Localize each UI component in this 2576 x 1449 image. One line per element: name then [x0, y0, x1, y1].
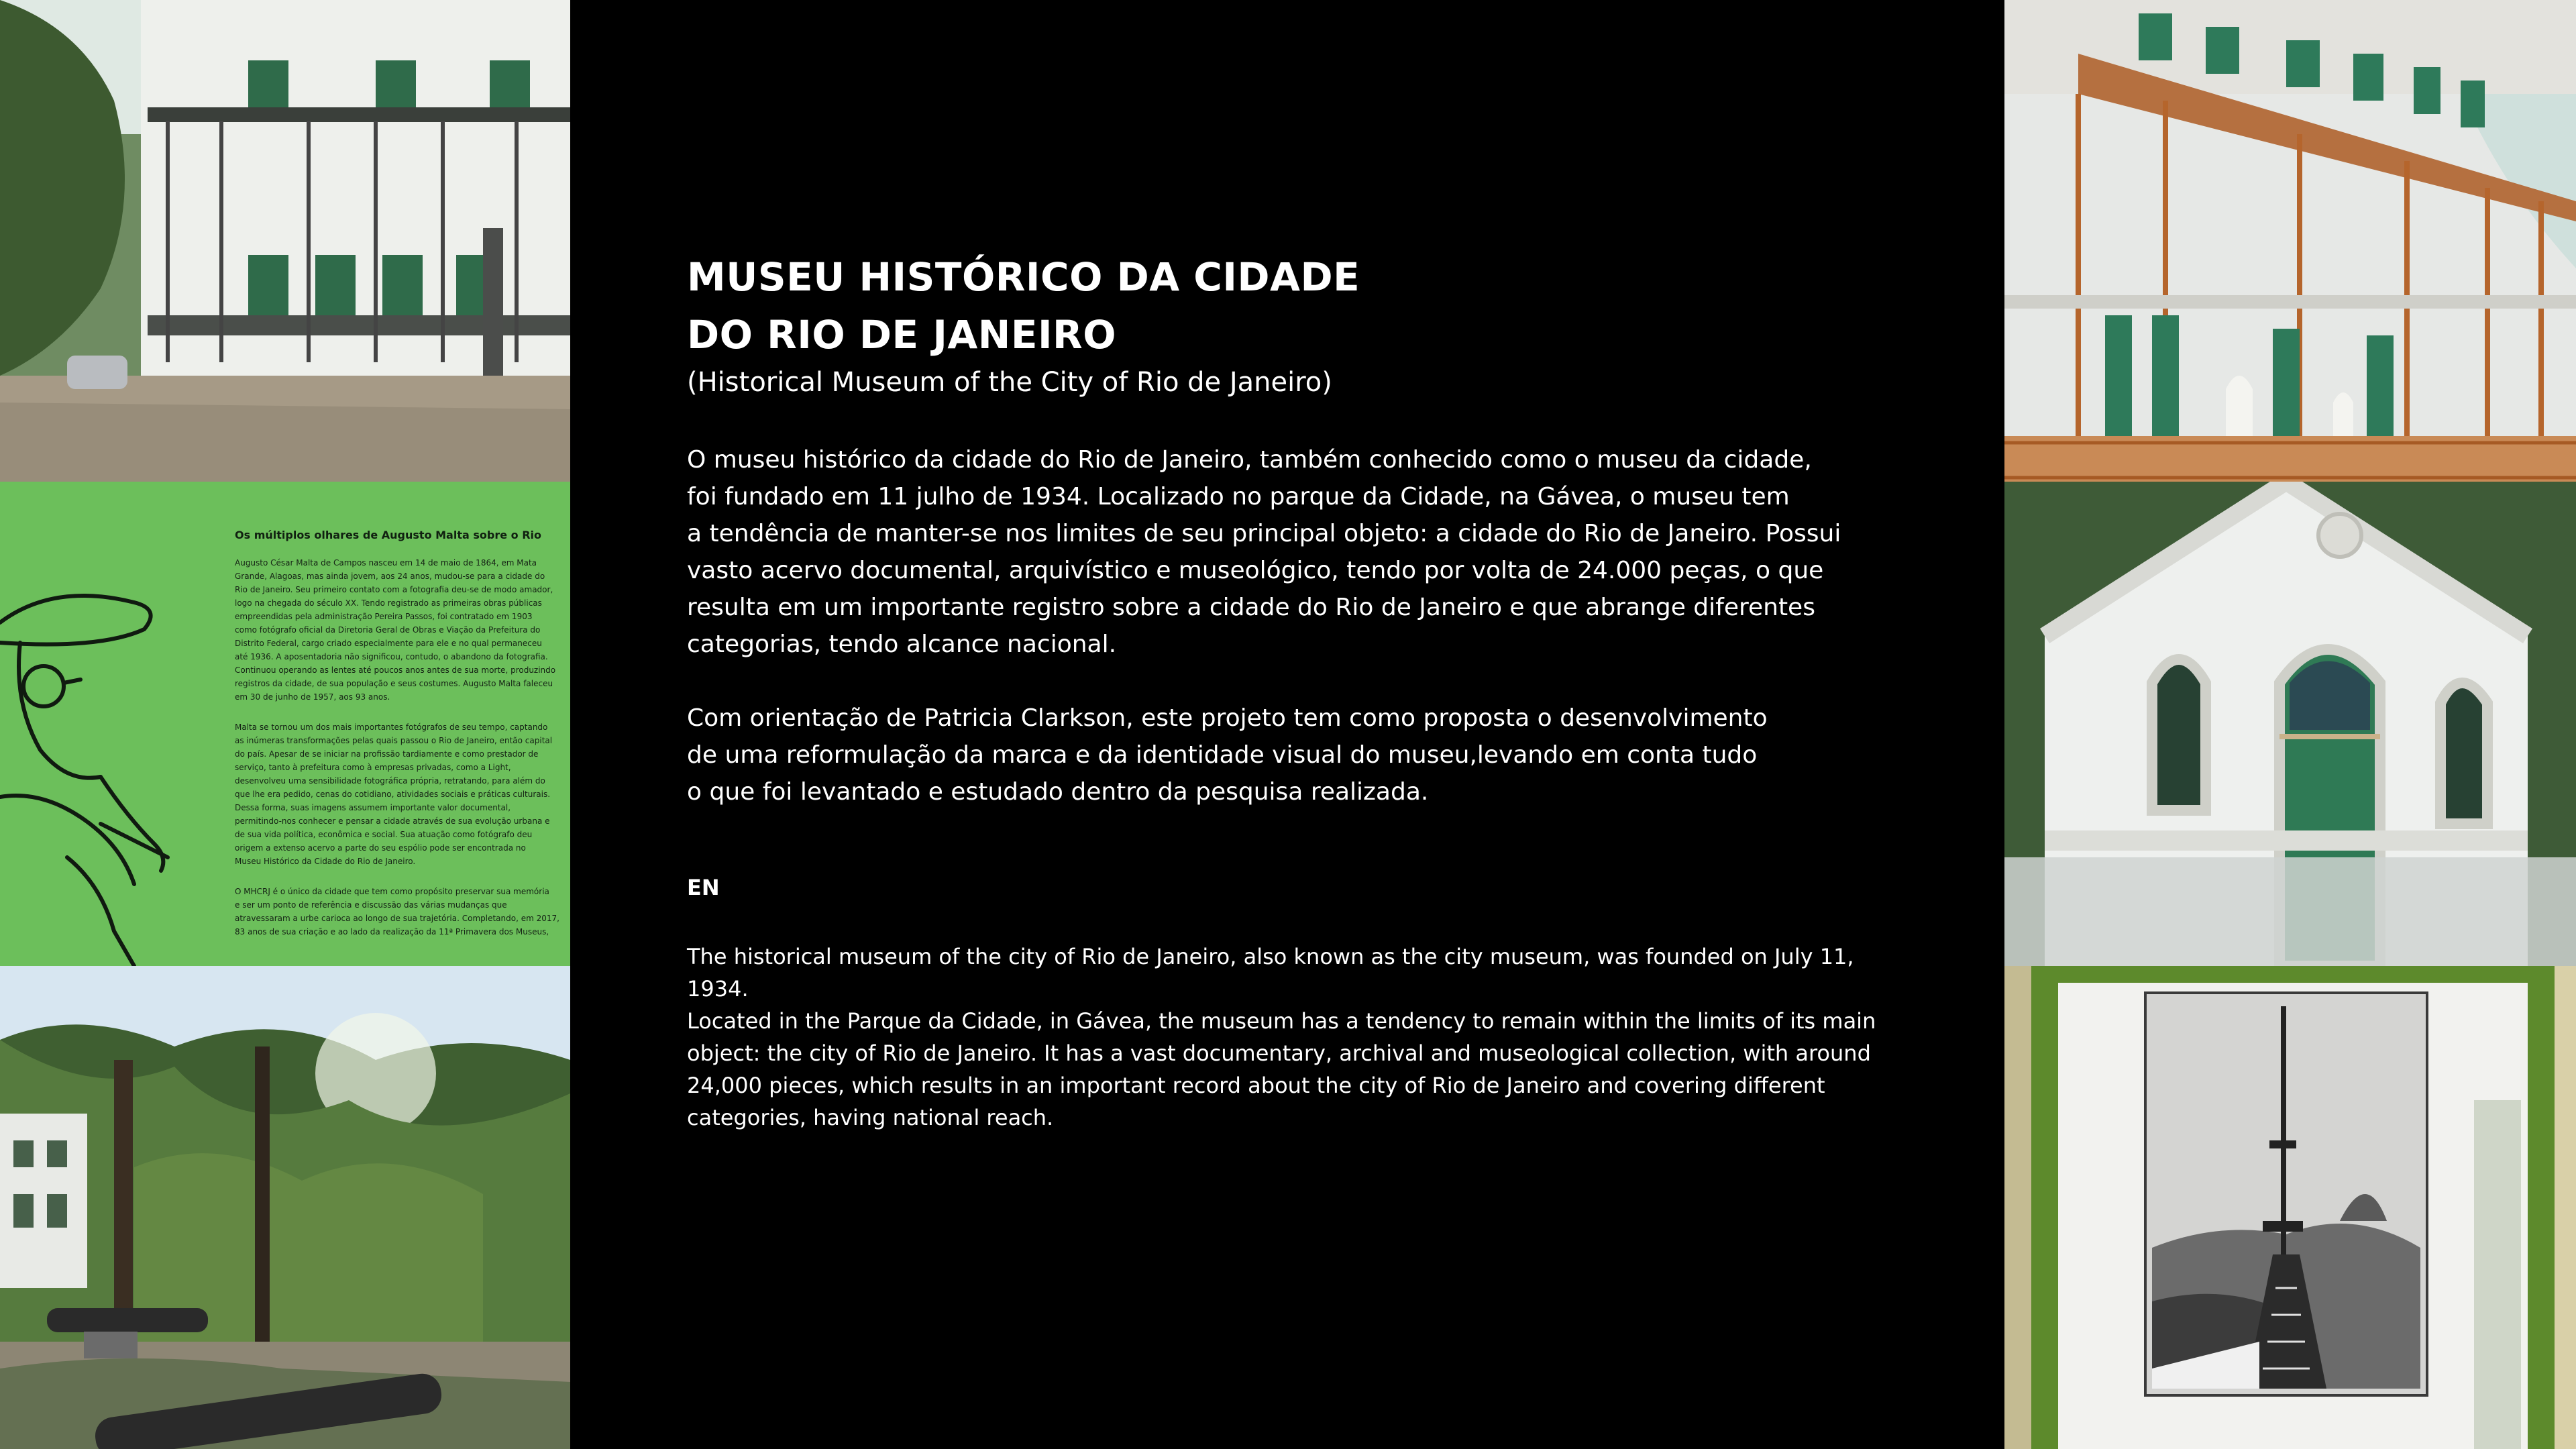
svg-text:Augusto César Malta de Campos: Augusto César Malta de Campos nasceu em 14 de maio de 1864, em Mata [235, 558, 537, 568]
svg-text:logo na chegada do século XX.: logo na chegada do século XX. Tendo registrado as primeiras obras públicas [235, 598, 542, 608]
page-subtitle: (Historical Museum of the City of Rio de Janeiro) [687, 367, 1332, 398]
svg-text:desenvolveu uma sensibilidade: desenvolveu uma sensibilidade fotográfica própria, retratando, para além do [235, 776, 545, 786]
svg-text:e ser um ponto de referência e: e ser um ponto de referência e discussão das várias mudanças que [235, 900, 507, 910]
svg-text:as inúmeras transformações pel: as inúmeras transformações pelas quais passou o Rio de Janeiro, então capital [235, 736, 553, 745]
svg-text:Rio de Janeiro. Seu primeiro c: Rio de Janeiro. Seu primeiro contato com a fotografia deu-se de modo amador, [235, 585, 553, 594]
svg-text:de sua vida política, econômic: de sua vida política, econômica e social. Sua atuação como fotógrafo deu [235, 830, 533, 839]
svg-text:origem a extenso acervo a part: origem a extenso acervo a parte do seu espólio pode ser encontrada no [235, 843, 526, 853]
svg-text:Distrito Federal, cargo criado: Distrito Federal, cargo criado especialmente para ele e no qual permaneceu [235, 639, 542, 648]
portuguese-paragraph-1: O museu histórico da cidade do Rio de Janeiro, também conhecido como o museu da cidade, foi fundado em 11 julho de 1934. Localizado no parque da Cidade, na Gávea, o museu tem a tendência de manter-se nos limites de seu principal objeto: a cidade do Rio de Janeiro. Possui vasto acervo documental, arquivístico e museológico, tendo por volta de 24.000 peças, o que resulta em um importante registro sobre a cidade do Rio de Janeiro e que abrange diferentes categorias, tendo alcance nacional. [687, 446, 1841, 658]
svg-text:permitindo-nos conhecer e pens: permitindo-nos conhecer e pensar a cidade através de sua evolução urbana e [235, 816, 550, 826]
title-line-2: DO RIO DE JANEIRO [687, 312, 1117, 358]
english-paragraph: The historical museum of the city of Rio de Janeiro, also known as the city museum, was founded on July 11, 1934. Located in the Parque da Cidade, in Gávea, the museum has a tendency to remain within the limits of its main object: the city of Rio de Janeiro. It has a vast documentary, archival and museological collection, with around 24,000 pieces, which results in an important record about the city of Rio de Janeiro and covering different categories, having national reach. [687, 944, 1876, 1130]
svg-text:O MHCRJ é o único da cidade qu: O MHCRJ é o único da cidade que tem como propósito preservar sua memória [235, 887, 549, 896]
svg-text:atravessaram a urbe carioca ao: atravessaram a urbe carioca ao longo de sua trajetória. Completando, em 2017, [235, 914, 559, 923]
gothic-chapel-photo [2004, 482, 2576, 966]
augusto-malta-panel-photo [0, 482, 570, 966]
panel-title: Os múltiplos olhares de Augusto Malta sobre o Rio [235, 529, 541, 541]
english-section-label: EN [687, 875, 720, 900]
svg-text:até 1936. A aposentadoria não: até 1936. A aposentadoria não significou, contudo, o abandono da fotografia. [235, 652, 548, 661]
svg-text:Grande, Alagoas, mas ainda jov: Grande, Alagoas, mas ainda jovem, aos 24 anos, mudou-se para a cidade do [235, 572, 545, 581]
page-title [687, 248, 1894, 364]
portuguese-paragraph-2: Com orientação de Patricia Clarkson, este projeto tem como proposta o desenvolvimento de uma reformulação da marca e da identidade visual do museu,levando em conta tudo o que foi levantado e estudado dentro da pesquisa realizada. [687, 704, 1768, 806]
park-cannons-photo [0, 966, 570, 1449]
svg-text:como fotógrafo oficial da Dire: como fotógrafo oficial da Diretoria Geral de Obras e Viação da Prefeitura do [235, 625, 541, 635]
right-photo-column [2004, 0, 2576, 1449]
svg-text:Malta se tornou um dos mais im: Malta se tornou um dos mais importantes fotógrafos de seu tempo, captando [235, 722, 548, 732]
svg-text:83 anos de sua criação e ao la: 83 anos de sua criação e ao lado da realização da 11ª Primavera dos Museus, [235, 927, 549, 936]
left-photo-column [0, 0, 570, 1449]
svg-text:serviço, tanto à prefeitura co: serviço, tanto à prefeitura como à empresas privadas, como a Light, [235, 763, 511, 772]
svg-text:do país. Apesar de se iniciar: do país. Apesar de se iniciar na profissão tardiamente e como prestador de [235, 749, 539, 759]
svg-text:que lhe era pedido, cenas do c: que lhe era pedido, cenas do cotidiano, atividades sociais e práticas culturais. [235, 790, 551, 799]
balcony-facade-photo [2004, 0, 2576, 482]
museum-building-photo [0, 0, 570, 482]
framed-photograph-photo [2004, 966, 2576, 1449]
svg-text:registros da cidade, de sua po: registros da cidade, de sua população e seus costumes. Augusto Malta faleceu [235, 679, 553, 688]
svg-text:empreendidas pela administraçã: empreendidas pela administração Pereira Passos, foi contratado em 1903 [235, 612, 533, 621]
svg-text:Museu Histórico da Cidade do R: Museu Histórico da Cidade do Rio de Janeiro. [235, 857, 416, 866]
svg-text:Continuou operando as lentes a: Continuou operando as lentes até poucos anos antes de sua morte, produzindo [235, 665, 556, 675]
content-text-area [687, 248, 1894, 1155]
svg-text:em 30 de junho de 1957, aos 93: em 30 de junho de 1957, aos 93 anos. [235, 692, 390, 702]
title-line-1: MUSEU HISTÓRICO DA CIDADE [687, 254, 1360, 300]
svg-text:Dessa forma, suas imagens assu: Dessa forma, suas imagens assumem importante valor documental, [235, 803, 511, 812]
